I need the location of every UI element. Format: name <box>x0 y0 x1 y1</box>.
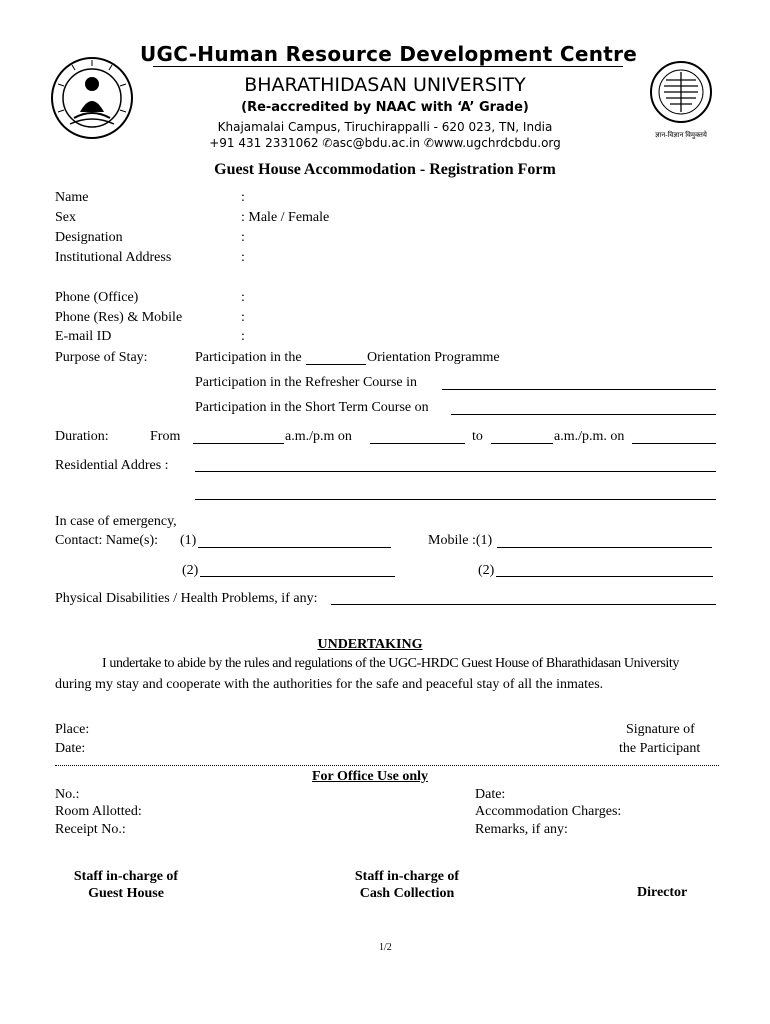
emergency-mobile-2-blank <box>496 576 713 577</box>
signature-line-2: the Participant <box>619 741 701 756</box>
undertaking-title: UNDERTAKING <box>317 637 423 652</box>
label-am-pm-on-2: a.m./p.m. on <box>554 429 625 444</box>
staff-cash-1: Staff in-charge of <box>354 869 460 884</box>
colon-name: : <box>241 190 245 205</box>
contact-line <box>140 136 630 150</box>
purpose-opt1-blank <box>306 364 366 365</box>
from-date-blank <box>370 443 465 444</box>
email-icon: ✆ <box>322 136 333 150</box>
label-designation: Designation <box>55 230 123 245</box>
emergency-name-2-blank <box>200 576 395 577</box>
colon-phone-office: : <box>241 290 245 305</box>
purpose-opt2: Participation in the Refresher Course in <box>195 375 417 390</box>
purpose-opt1-b: Orientation Programme <box>367 350 500 365</box>
office-date: Date: <box>475 787 506 802</box>
signature-line-1: Signature of <box>626 722 695 737</box>
form-title: Guest House Accommodation - Registration Form <box>214 161 556 178</box>
label-mobile-2: (2) <box>478 563 495 578</box>
ugc-logo <box>646 60 716 139</box>
accreditation: (Re-accredited by NAAC with ‘A’ Grade) <box>241 100 529 115</box>
colon-designation: : <box>241 230 245 245</box>
purpose-opt1-a: Participation in the <box>195 350 302 365</box>
to-date-blank <box>632 443 716 444</box>
label-to: to <box>472 429 483 444</box>
undertaking-line-2: during my stay and cooperate with the authorities for the safe and peaceful stay of all the inmates. <box>55 677 604 692</box>
from-time-blank <box>193 443 284 444</box>
label-phone-res-mobile: Phone (Res) & Mobile <box>55 310 183 325</box>
website: www.ugchrdcbdu.org <box>433 136 561 150</box>
header-rule <box>153 66 623 67</box>
page-number: 1/2 <box>379 942 392 953</box>
short-term-course-blank <box>451 414 716 415</box>
emergency-name-1-blank <box>198 547 391 548</box>
right-logo-caption: ज्ञान-विज्ञान विमुक्तये <box>655 131 707 139</box>
email-address: asc@bdu.ac.in <box>332 136 420 150</box>
label-from: From <box>150 429 181 444</box>
label-place: Place: <box>55 722 90 737</box>
residential-address-line-1 <box>195 471 716 472</box>
label-emergency: In case of emergency, <box>55 514 177 529</box>
purpose-opt3: Participation in the Short Term Course on <box>195 400 429 415</box>
bdu-logo <box>50 54 134 142</box>
label-institutional-address: Institutional Address <box>55 250 172 265</box>
staff-guest-house-1: Staff in-charge of <box>73 869 179 884</box>
label-sex: Sex <box>55 210 76 225</box>
office-title: For Office Use only <box>312 769 428 784</box>
residential-address-line-2 <box>195 499 716 500</box>
emergency-mobile-1-blank <box>497 547 712 548</box>
office-charges: Accommodation Charges: <box>475 804 622 819</box>
label-am-pm-on: a.m./p.m on <box>285 429 352 444</box>
label-mobile-1: Mobile :(1) <box>428 533 493 548</box>
label-name-2: (2) <box>182 563 199 578</box>
label-purpose: Purpose of Stay: <box>55 350 148 365</box>
staff-guest-house-2: Guest House <box>88 886 164 901</box>
label-name-1: (1) <box>180 533 197 548</box>
centre-title: UGC-Human Resource Development Centre <box>140 42 638 66</box>
label-phone-office: Phone (Office) <box>55 290 139 305</box>
university-name: BHARATHIDASAN UNIVERSITY <box>244 74 526 96</box>
label-date: Date: <box>55 741 86 756</box>
colon-institutional-address: : <box>241 250 245 265</box>
web-icon: ✆ <box>423 136 434 150</box>
phone-number: +91 431 2331062 <box>209 136 319 150</box>
undertaking-line-1: I undertake to abide by the rules and regulations of the UGC-HRDC Guest House of Bharathidasan University <box>102 656 679 671</box>
sex-options: : Male / Female <box>241 210 330 225</box>
refresher-course-blank <box>442 389 716 390</box>
colon-phone-res: : <box>241 310 245 325</box>
director-label: Director <box>637 885 688 900</box>
office-remarks: Remarks, if any: <box>475 822 568 837</box>
label-duration: Duration: <box>55 429 109 444</box>
colon-email: : <box>241 329 245 344</box>
label-disabilities: Physical Disabilities / Health Problems, if any: <box>55 591 318 606</box>
to-time-blank <box>491 443 553 444</box>
campus-address: Khajamalai Campus, Tiruchirappalli - 620 023, TN, India <box>217 120 553 134</box>
office-receipt: Receipt No.: <box>55 822 126 837</box>
label-email: E-mail ID <box>55 329 112 344</box>
staff-cash-2: Cash Collection <box>359 886 455 901</box>
label-residential-address: Residential Addres : <box>55 458 169 473</box>
label-name: Name <box>55 190 89 205</box>
label-emergency-contact: Contact: Name(s): <box>55 533 159 548</box>
office-no: No.: <box>55 787 80 802</box>
office-room: Room Allotted: <box>55 804 142 819</box>
office-divider <box>55 765 719 766</box>
disabilities-blank <box>331 604 716 605</box>
